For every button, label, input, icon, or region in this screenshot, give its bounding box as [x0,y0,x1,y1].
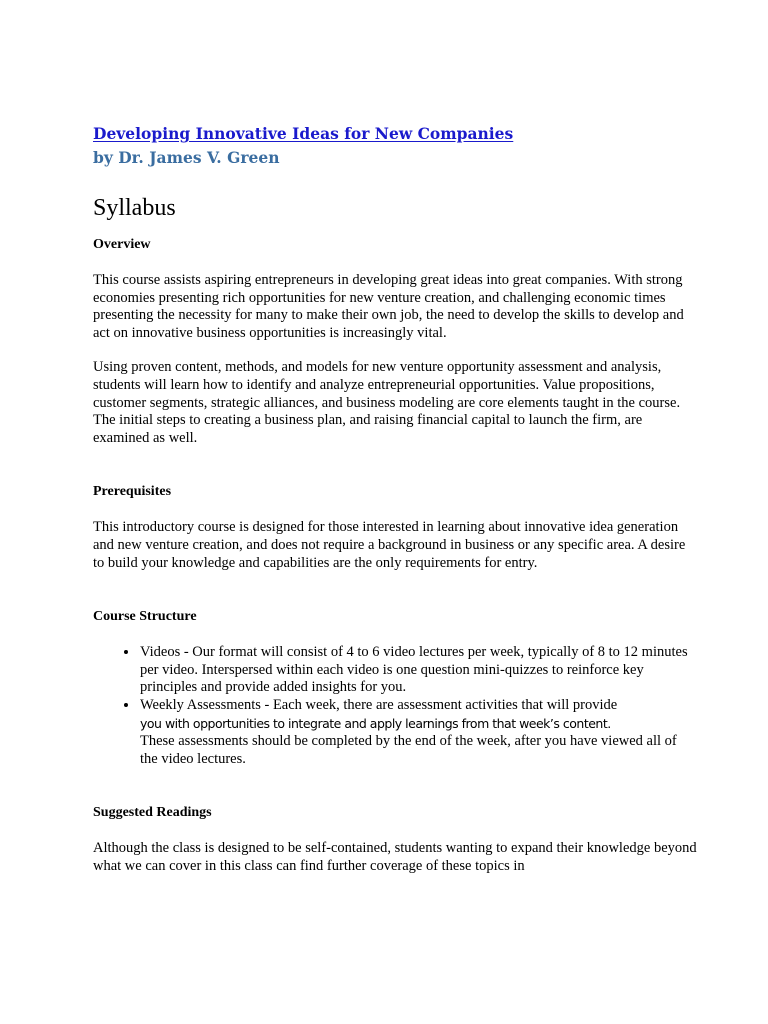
suggested-readings-heading: Suggested Readings [93,805,212,821]
course-structure-list [93,644,698,768]
prerequisites-heading: Prerequisites [93,484,172,500]
list-item-weekly-assessments [139,697,698,768]
overview-heading: Overview [93,237,151,252]
list-item-text: These assessments should be completed by the end of the week, after you have viewed all of the video lectures. [140,733,677,767]
course-structure-heading: Course Structure [93,609,197,625]
overview-paragraph-1: This course assists aspiring entrepreneurs in developing great ideas into great companies. With strong economies presenting rich opportunities for new venture creation, and challenging economic times presenting the necessity for many to make their own job, the need to develop the skills to develop and act on innovative business opportunities is increasingly vital. [93,272,684,341]
list-item-text-alt-font: you with opportunities to integrate and apply learnings from that week’s content. [140,715,611,731]
prerequisites-paragraph: This introductory course is designed for those interested in learning about innovative idea generation and new venture creation, and does not require a background in business or any specific area. A desire to build your knowledge and capabilities are the only requirements for entry. [93,519,686,571]
syllabus-heading: Syllabus [93,195,176,221]
suggested-readings-paragraph: Although the class is designed to be self-contained, students wanting to expand their knowledge beyond what we can cover in this class can find further coverage of these topics in [93,840,697,874]
list-item-videos [139,644,698,697]
spacer [93,464,698,482]
list-item-text: Videos - Our format will consist of 4 to 6 video lectures per week, typically of 8 to 12 minutes per video. Interspersed within each video is one question mini-quizzes to reinforce key principles and provide added insights for you. [140,644,688,696]
document-title-link[interactable]: Developing Innovative Ideas for New Companies [93,124,514,143]
document-author: by Dr. James V. Green [93,148,280,167]
spacer [93,589,698,607]
list-item-text: Weekly Assessments - Each week, there are assessment activities that will provide [140,696,618,713]
spacer [93,785,698,803]
overview-paragraph-2: Using proven content, methods, and models for new venture opportunity assessment and analysis, students will learn how to identify and analyze entrepreneurial opportunities. Value propositions, customer segments, strategic alliances, and business modeling are core elements taught in the course. The initial steps to creating a business plan, and raising financial capital to launch the firm, are examined as well. [93,359,681,446]
